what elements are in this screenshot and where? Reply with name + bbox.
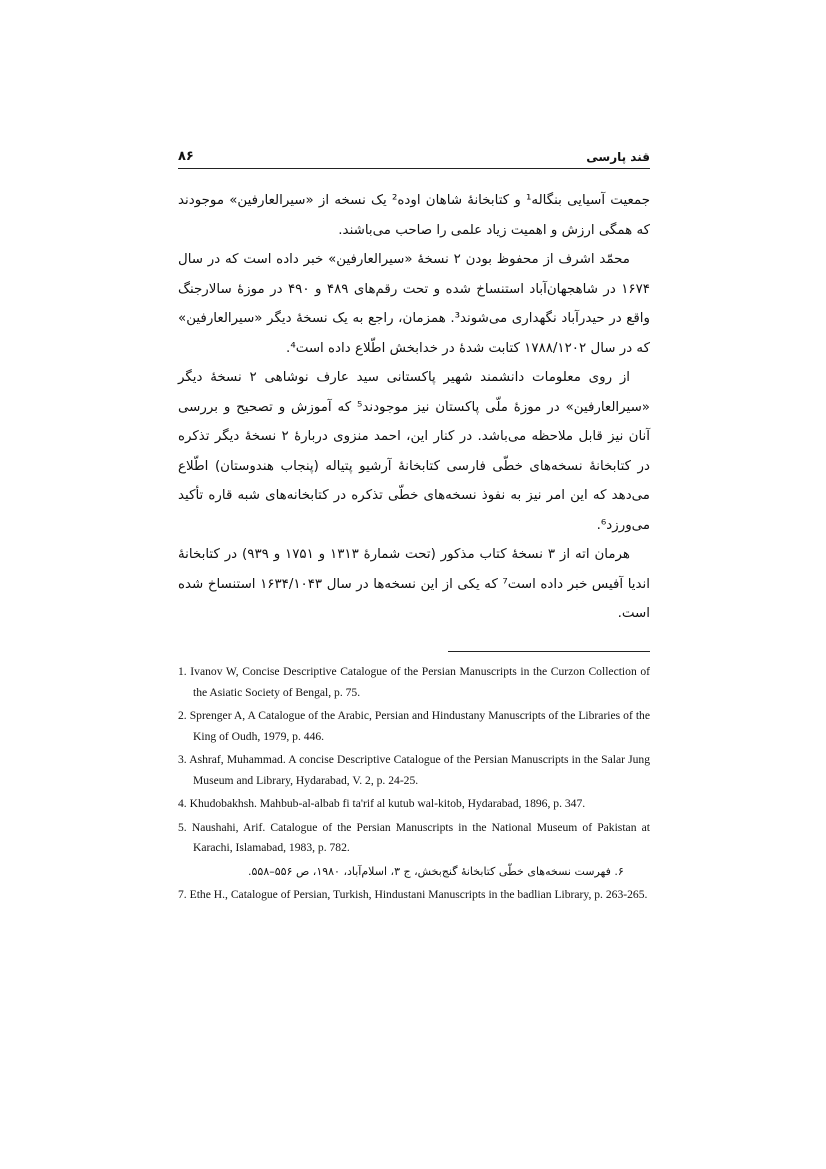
- footnote: [178, 750, 650, 791]
- footnote-number: 4.: [178, 797, 187, 810]
- footnote: [178, 794, 650, 815]
- footnote-number: 3.: [178, 753, 187, 766]
- footnote-separator: [448, 651, 650, 652]
- running-title: قند پارسی: [586, 150, 650, 164]
- footnote-text: Ashraf, Muhammad. A concise Descriptive Catalogue of the Persian Manuscripts in the Salar Jung Museum and Library, Hydarabad, V. 2, p. 24-25.: [189, 753, 650, 787]
- footnote-persian: ۶. فهرست نسخه‌های خطّی کتابخانهٔ گنج‌بخش، ج ۳، اسلام‌آباد، ۱۹۸۰، ص ۵۵۶–۵۵۸.: [248, 864, 624, 878]
- paragraph: هرمان اته از ۳ نسخهٔ کتاب مذکور (تحت شمارهٔ ۱۳۱۳ و ۱۷۵۱ و ۹۳۹) در کتابخانهٔ اندیا آفیس خبر داده است⁷ که یکی از این نسخه‌ها در سال ۱۶۳۴/۱۰۴۳ استنساخ شده است.: [178, 547, 650, 621]
- paragraph: محمّد اشرف از محفوظ بودن ۲ نسخهٔ «سیرالعارفین» خبر داده است که در سال ۱۶۷۴ در شاهجهان‌آباد استنساخ شده و تحت رقم‌های ۴۸۹ و ۴۹۰ در موزهٔ سالارجنگ واقع در حیدرآباد نگهداری می‌شوند³. همزمان، راجع به یک نسخهٔ دیگر «سیرالعارفین» که در سال ۱۷۸۸/۱۲۰۲ کتابت شدهٔ در خدابخش اطّلاع داده است⁴.: [178, 252, 651, 356]
- footnote-text: Khudobakhsh. Mahbub-al-albab fi ta'rif al kutub wal-kitob, Hydarabad, 1896, p. 347.: [189, 797, 586, 810]
- footnote: [178, 818, 650, 859]
- footnote: [178, 706, 650, 747]
- footnote-number: 1.: [178, 665, 187, 678]
- footnote-number: 2.: [178, 709, 187, 722]
- page-header: [178, 140, 650, 169]
- footnote: [178, 885, 650, 906]
- page-number: ۸۶: [178, 149, 194, 164]
- footnote-text: Ethe H., Catalogue of Persian, Turkish, Hindustani Manuscripts in the badlian Library, p. 263-265.: [189, 888, 648, 901]
- footnote: [178, 662, 650, 703]
- footnote-number: 7.: [178, 888, 187, 901]
- body-text: [178, 186, 650, 629]
- footnote-text: Sprenger A, A Catalogue of the Arabic, Persian and Hindustany Manuscripts of the Libraries of the King of Oudh, 1979, p. 446.: [189, 709, 650, 743]
- footnote-text: Ivanov W, Concise Descriptive Catalogue of the Persian Manuscripts in the Curzon Collection of the Asiatic Society of Bengal, p. 75.: [190, 665, 650, 699]
- paragraph: جمعیت آسیایی بنگاله¹ و کتابخانهٔ شاهان اوده² یک نسخه از «سیرالعارفین» موجودند که همگی ارزش و اهمیت زیاد علمی را صاحب می‌باشند.: [178, 193, 650, 238]
- footnotes: [178, 662, 650, 909]
- paragraph: از روی معلومات دانشمند شهیر پاکستانی سید عارف نوشاهی ۲ نسخهٔ دیگر «سیرالعارفین» در موزهٔ ملّی پاکستان نیز موجودند⁵ که آموزش و تصحیح و بررسی آنان نیز قابل ملاحظه می‌باشد. در کنار این، احمد منزوی دربارهٔ ۲ نسخهٔ دیگر تذکره در کتابخانهٔ نسخه‌های خطّی فارسی کتابخانهٔ آرشیو پتیاله (پنجاب هندوستان) اطّلاع می‌دهد که این امر نیز به نفوذ نسخه‌های خطّی تذکره در کتابخانه‌های شبه قاره تأکید می‌ورزد⁶.: [178, 370, 650, 533]
- footnote-text: Naushahi, Arif. Catalogue of the Persian Manuscripts in the National Museum of Pakistan at Karachi, Islamabad, 1983, p. 782.: [191, 820, 650, 854]
- footnote-number: 5.: [178, 820, 187, 834]
